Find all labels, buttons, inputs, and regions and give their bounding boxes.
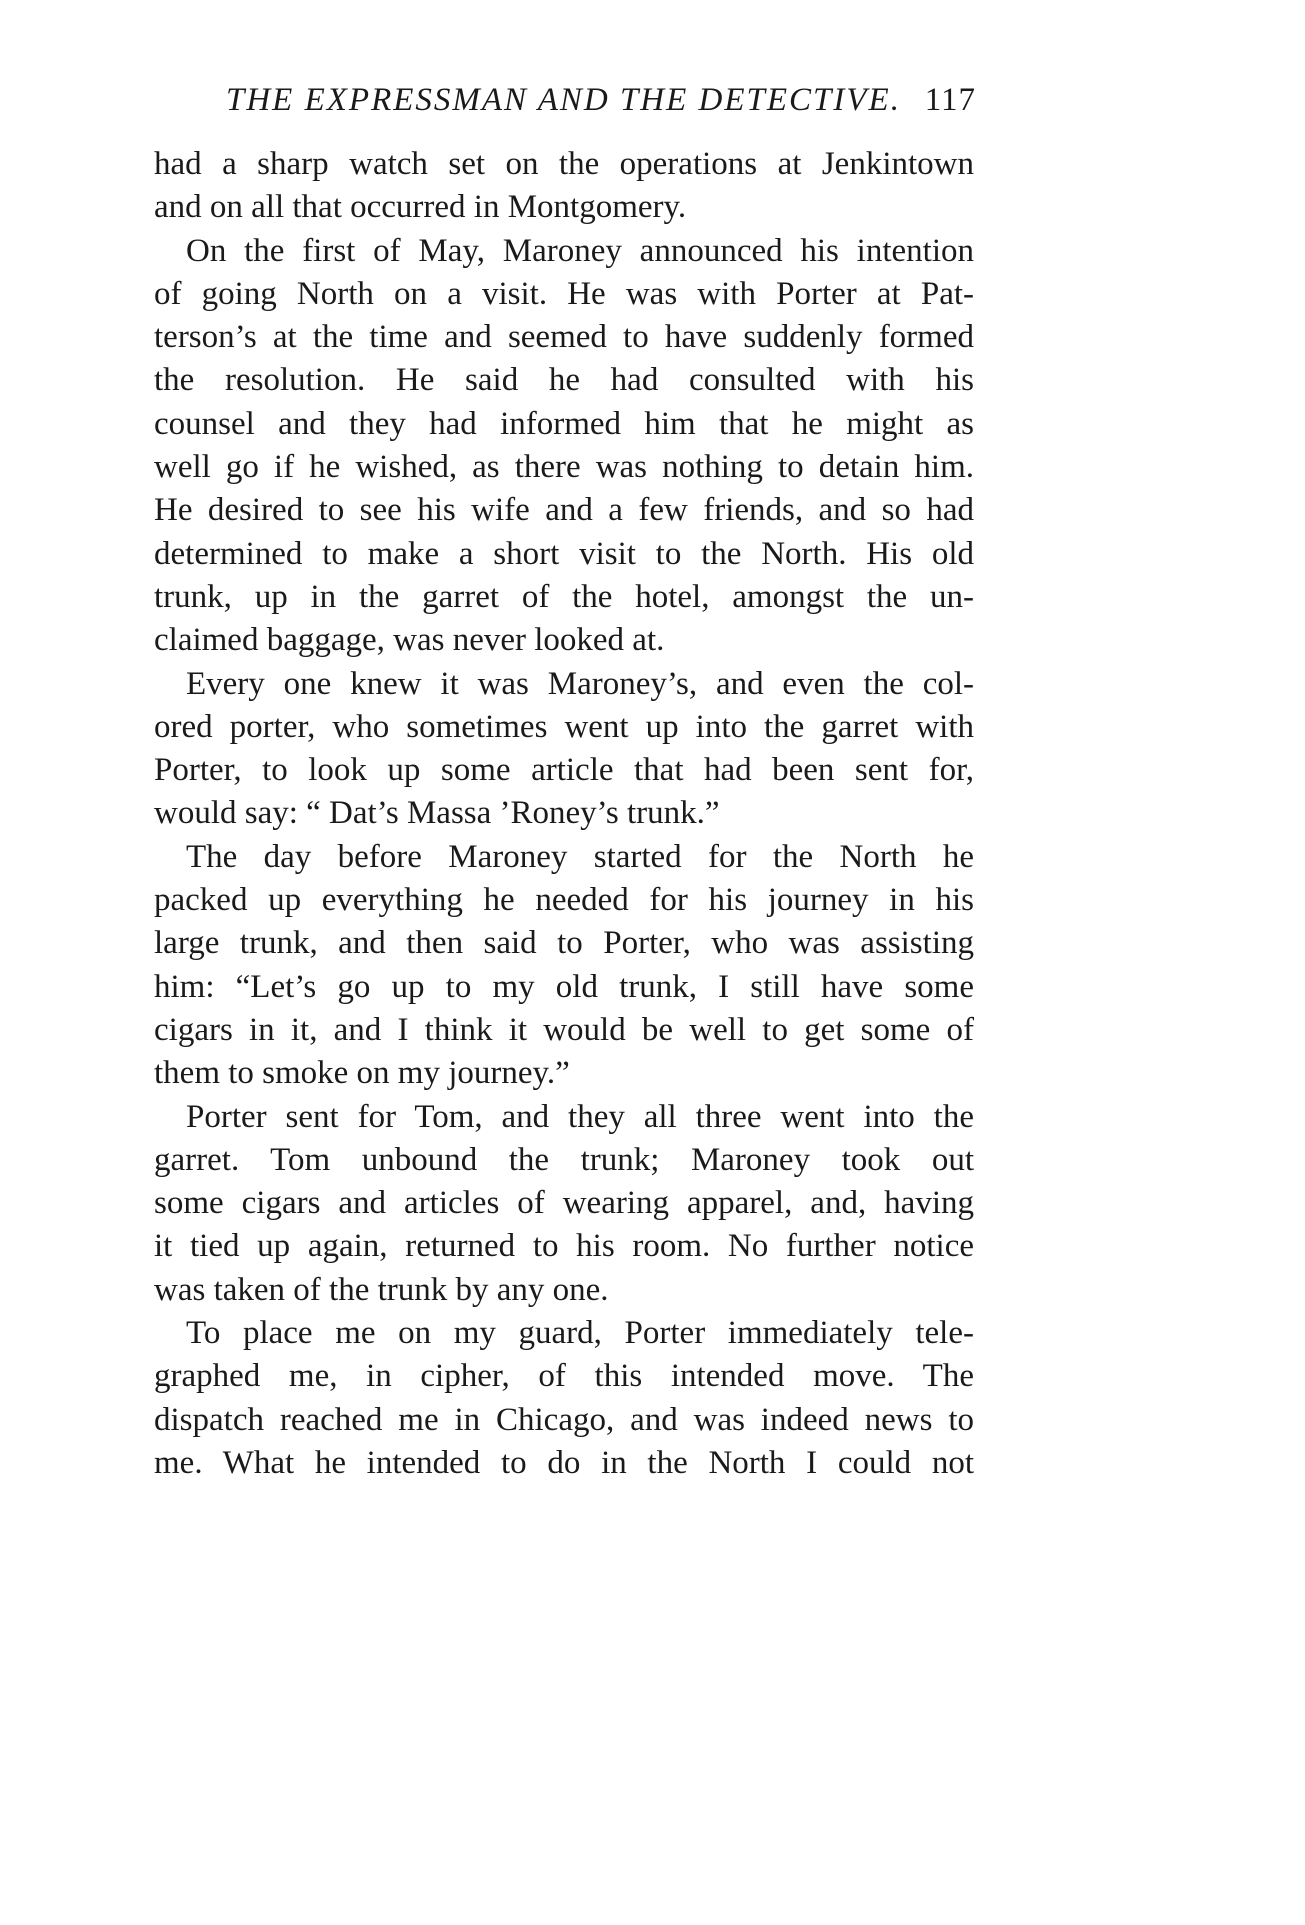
text-line: The day before Maroney started for the North he xyxy=(186,838,974,875)
text-line: ored porter, who sometimes went up into the garret with xyxy=(154,708,974,745)
text-line: it tied up again, returned to his room. No further notice xyxy=(154,1228,974,1265)
text-line: had a sharp watch set on the operations at Jenkintown xyxy=(154,146,974,182)
text-line: Every one knew it was Maroney’s, and even the col- xyxy=(186,665,974,702)
text-line: the resolution. He said he had consulted with his xyxy=(154,362,974,399)
text-line: them to smoke on my journey.” xyxy=(154,1055,570,1092)
text-line: trunk, up in the garret of the hotel, amongst the un- xyxy=(154,578,974,615)
text-line: garret. Tom unbound the trunk; Maroney took out xyxy=(154,1141,974,1178)
body-text xyxy=(154,143,974,1485)
text-line: of going North on a visit. He was with Porter at Pat- xyxy=(154,275,974,312)
text-line: packed up everything he needed for his journey in his xyxy=(154,882,974,919)
text-line: determined to make a short visit to the North. His old xyxy=(154,535,974,572)
text-line: Porter sent for Tom, and they all three went into the xyxy=(186,1098,974,1135)
text-line: claimed baggage, was never looked at. xyxy=(154,622,665,659)
text-line: terson’s at the time and seemed to have suddenly formed xyxy=(154,319,974,356)
text-line: On the first of May, Maroney announced his intention xyxy=(186,232,974,269)
running-head-title: THE EXPRESSMAN AND THE DETECTIVE. xyxy=(226,82,901,118)
text-line: Porter, to look up some article that had been sent for, xyxy=(154,752,974,789)
text-line: was taken of the trunk by any one. xyxy=(154,1271,609,1308)
text-line: cigars in it, and I think it would be well to get some of xyxy=(154,1011,974,1048)
text-line: would say: “ Dat’s Massa ’Roney’s trunk.” xyxy=(154,795,720,832)
text-line: him: “Let’s go up to my old trunk, I still have some xyxy=(154,968,974,1005)
text-line: me. What he intended to do in the North I could not xyxy=(154,1444,974,1481)
text-line: well go if he wished, as there was nothing to detain him. xyxy=(154,449,974,486)
text-line: some cigars and articles of wearing apparel, and, having xyxy=(154,1185,974,1222)
text-line: large trunk, and then said to Porter, who was assisting xyxy=(154,925,974,962)
running-head xyxy=(226,82,976,122)
text-line: graphed me, in cipher, of this intended move. The xyxy=(154,1358,974,1395)
text-line: To place me on my guard, Porter immediately tele- xyxy=(186,1315,974,1352)
text-line: counsel and they had informed him that he might as xyxy=(154,405,974,442)
page-number: 117 xyxy=(924,82,976,118)
text-line: He desired to see his wife and a few friends, and so had xyxy=(154,492,974,529)
text-line: and on all that occurred in Montgomery. xyxy=(154,189,687,226)
text-line: dispatch reached me in Chicago, and was indeed news to xyxy=(154,1401,974,1438)
